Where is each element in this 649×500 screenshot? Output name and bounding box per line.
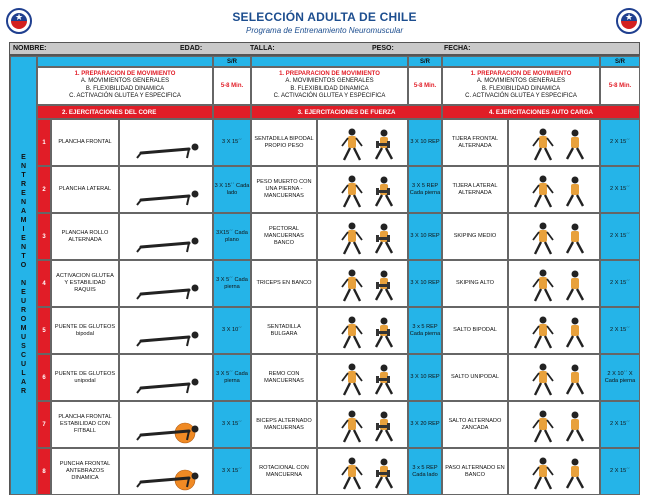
core-series-reps: 3X15´´ Cada plano (213, 213, 251, 260)
prep-minutes-1: 5-8 Min. (213, 67, 251, 105)
bodyweight-series-reps: 2 X 15´´ (600, 166, 640, 213)
fuerza-section-header: 3. EJERCITACIONES DE FUERZA (251, 105, 442, 119)
prep-line4: C. ACTIVACIÓN GLUTEA Y ESPECIFICA (69, 93, 181, 100)
core-exercise-name: PUENTE DE GLUTEOS bipodal (51, 307, 119, 354)
strength-exercise-name: REMO CON MANCUERNAS (251, 354, 317, 401)
core-exercise-name: PLANCHA ROLLO ALTERNADA (51, 213, 119, 260)
core-exercise-illustration (119, 166, 213, 213)
prep-line1: 1. PREPARACION DE MOVIMIENTO (74, 71, 176, 77)
fuerza-exercise-illustration (317, 354, 408, 401)
bodyweight-exercise-name: TIJERA LATERAL ALTERNADA (442, 166, 508, 213)
strength-series-reps: 3 x 5 REP Cada lado (408, 448, 442, 495)
prep-line3: B. FLEXIBILIDAD DINAMICA (85, 85, 165, 92)
strength-series-reps: 3 X 10 REP (408, 354, 442, 401)
core-series-reps: 3 X 15´´ (213, 119, 251, 166)
core-exercise-illustration (119, 307, 213, 354)
row-number: 4 (37, 260, 51, 307)
talla-label: TALLA: (250, 45, 275, 52)
core-series-reps: 3 X 15´´ Cada lado (213, 166, 251, 213)
prep-minutes-2: 5-8 Min. (408, 67, 442, 105)
strength-series-reps: 3 X 10 REP (408, 260, 442, 307)
strength-series-reps: 3 x 5 REP Cada pierna (408, 307, 442, 354)
strength-series-reps: 3 X 10 REP (408, 119, 442, 166)
chile-federation-logo-left: ★ (6, 8, 32, 34)
fuerza-exercise-illustration (317, 307, 408, 354)
fuerza-exercise-illustration (317, 166, 408, 213)
core-exercise-name: PLANCHA FRONTAL ESTABILIDAD CON FITBALL (51, 401, 119, 448)
row-number: 8 (37, 448, 51, 495)
prep-line2: A. MOVIMIENTOS GENERALES (476, 78, 566, 85)
core-sr-header-cell (213, 105, 251, 119)
core-series-reps: 3 X 5´´ Cada pierna (213, 260, 251, 307)
row-number: 7 (37, 401, 51, 448)
core-exercise-name: PLANCHA FRONTAL (51, 119, 119, 166)
core-exercise-illustration (119, 354, 213, 401)
row-number: 3 (37, 213, 51, 260)
prep-line3: B. FLEXIBILIDAD DINAMICA (290, 85, 369, 92)
prep-line3: B. FLEXIBILIDAD DINAMICA (481, 85, 561, 92)
prep-minutes-3: 5-8 Min. (600, 67, 640, 105)
fuerza-exercise-illustration (317, 260, 408, 307)
bodyweight-series-reps: 2 X 15´´ (600, 260, 640, 307)
prep-line1: 1. PREPARACION DE MOVIMIENTO (279, 71, 380, 77)
core-header-cell (37, 105, 213, 119)
athlete-info-bar (9, 42, 640, 55)
core-exercise-illustration (119, 401, 213, 448)
bodyweight-exercise-name: SALTO UNIPODAL (442, 354, 508, 401)
row-number: 1 (37, 119, 51, 166)
core-exercise-name: PUNCHA FRONTAL ANTEBRAZOS DINAMICA (51, 448, 119, 495)
page-title: SELECCIÓN ADULTA DE CHILE (232, 10, 417, 24)
core-exercise-name: ACTIVACION GLUTEA Y ESTABILIDAD RAQUIS (51, 260, 119, 307)
sr-header-2: S/R (408, 56, 442, 67)
strength-exercise-name: TRICEPS EN BANCO (251, 260, 317, 307)
auto-exercise-illustration (508, 448, 600, 495)
auto-exercise-illustration (508, 213, 600, 260)
strength-series-reps: 3 X 5 REP Cada pierna (408, 166, 442, 213)
auto-exercise-illustration (508, 307, 600, 354)
bodyweight-exercise-name: PASO ALTERNADO EN BANCO (442, 448, 508, 495)
core-series-reps: 3 X 10´´ (213, 307, 251, 354)
nombre-label: NOMBRE: (13, 45, 47, 52)
core-exercise-name: PUENTE DE GLUTEOS unipodal (51, 354, 119, 401)
core-exercise-illustration (119, 260, 213, 307)
bodyweight-exercise-name: SALTO BIPODAL (442, 307, 508, 354)
fecha-label: FECHA: (444, 45, 471, 52)
prep-block-3 (442, 67, 600, 105)
bodyweight-series-reps: 2 X 10´´ X Cada pierna (600, 354, 640, 401)
sr-row-fill-1 (37, 56, 213, 67)
strength-exercise-name: ROTACIONAL CON MANCUERNA (251, 448, 317, 495)
strength-exercise-name: PECTORAL MANCUERNAS BANCO (251, 213, 317, 260)
auto-exercise-illustration (508, 401, 600, 448)
bodyweight-series-reps: 2 X 15´´ (600, 307, 640, 354)
sr-header-3: S/R (600, 56, 640, 67)
edad-label: EDAD: (180, 45, 203, 52)
auto-exercise-illustration (508, 260, 600, 307)
autocarga-section-header: 4. EJERCITACIONES AUTO CARGA (442, 105, 640, 119)
core-exercise-illustration (119, 448, 213, 495)
strength-series-reps: 3 X 20 REP (408, 401, 442, 448)
bodyweight-exercise-name: SALTO ALTERNADO ZANCADA (442, 401, 508, 448)
auto-exercise-illustration (508, 166, 600, 213)
prep-block-2 (251, 67, 408, 105)
row-number: 2 (37, 166, 51, 213)
training-table (9, 55, 640, 495)
fuerza-exercise-illustration (317, 119, 408, 166)
prep-line4: C. ACTIVACIÓN GLUTEA Y ESPECIFICA (465, 93, 577, 100)
core-section-header: 2. EJERCITACIONES DEL CORE (62, 108, 157, 116)
core-series-reps: 3 X 15´´ (213, 401, 251, 448)
strength-series-reps: 3 X 10 REP (408, 213, 442, 260)
peso-label: PESO: (372, 45, 394, 52)
auto-exercise-illustration (508, 119, 600, 166)
row-number: 5 (37, 307, 51, 354)
core-exercise-name: PLANCHA LATERAL (51, 166, 119, 213)
prep-line1: 1. PREPARACION DE MOVIMIENTO (470, 71, 572, 77)
prep-line2: A. MOVIMIENTOS GENERALES (285, 78, 374, 85)
auto-exercise-illustration (508, 354, 600, 401)
fuerza-exercise-illustration (317, 448, 408, 495)
prep-line4: C. ACTIVACIÓN GLUTEA Y ESPECIFICA (273, 93, 386, 100)
chile-federation-logo-right: ★ (616, 8, 642, 34)
sr-row-fill-2 (251, 56, 408, 67)
bodyweight-series-reps: 2 X 15´´ (600, 401, 640, 448)
strength-exercise-name: SENTADILLA BIPODAL PROPIO PESO (251, 119, 317, 166)
sr-header-1: S/R (213, 56, 251, 67)
sr-row-fill-3 (442, 56, 600, 67)
strength-exercise-name: SENTADILLA BULGARA (251, 307, 317, 354)
bodyweight-exercise-name: SKIPING MEDIO (442, 213, 508, 260)
fuerza-exercise-illustration (317, 213, 408, 260)
fuerza-exercise-illustration (317, 401, 408, 448)
bodyweight-series-reps: 2 X 15´´ (600, 119, 640, 166)
page-subtitle: Programa de Entrenamiento Neuromuscular (246, 26, 403, 35)
bodyweight-series-reps: 2 X 15´´ (600, 448, 640, 495)
core-series-reps: 3 X 15´´ (213, 448, 251, 495)
bodyweight-series-reps: 2 X 15´´ (600, 213, 640, 260)
strength-exercise-name: PESO MUERTO CON UNA PIERNA - MANCUERNAS (251, 166, 317, 213)
strength-exercise-name: BICEPS ALTERNADO MANCUERNAS (251, 401, 317, 448)
bodyweight-exercise-name: SKIPING ALTO (442, 260, 508, 307)
bodyweight-exercise-name: TIJERA FRONTAL ALTERNADA (442, 119, 508, 166)
core-series-reps: 3 X 5´´ Cada pierna (213, 354, 251, 401)
core-exercise-illustration (119, 213, 213, 260)
prep-block-1 (37, 67, 213, 105)
side-label: ENTRENAMIENTO NEUROMUSCULAR (10, 56, 37, 495)
core-exercise-illustration (119, 119, 213, 166)
prep-line2: A. MOVIMIENTOS GENERALES (80, 78, 170, 85)
row-number: 6 (37, 354, 51, 401)
